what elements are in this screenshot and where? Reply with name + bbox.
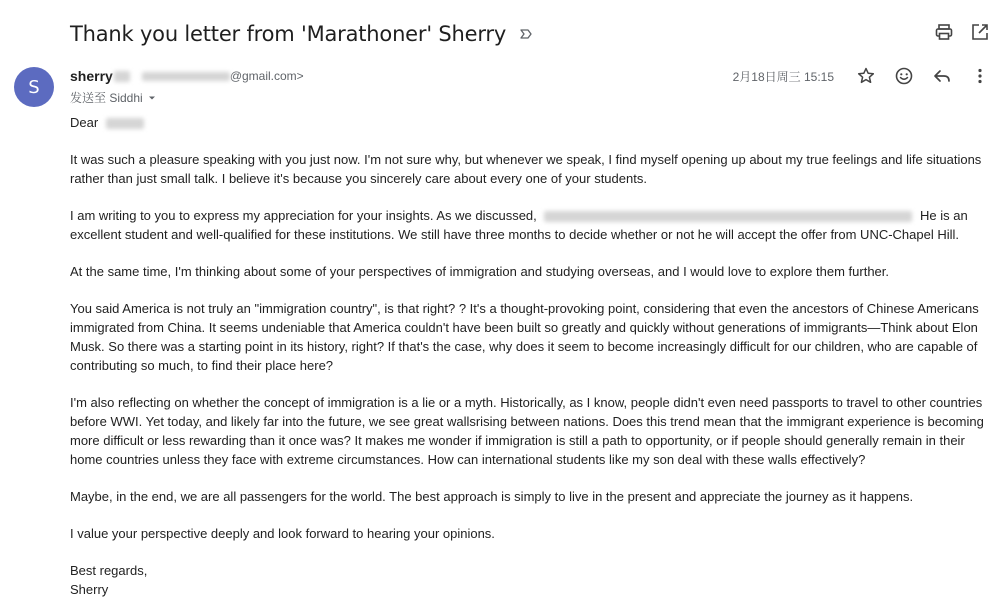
email-meta-actions (733, 66, 990, 86)
top-actions (934, 22, 990, 42)
paragraph-3: At the same time, I'm thinking about some of your perspectives of immigration and studying overseas, and I would love to explore them further. (70, 264, 890, 279)
paragraph-1: It was such a pleasure speaking with you just now. I'm not sure why, but whenever we speak, I find myself opening up about my true feelings and life situations rather than just small talk. I believe it's because you sincerely care about every one of your students. (70, 152, 982, 186)
paragraph-2-start: I am writing to you to express my appreciation for your insights. As we discussed, (70, 208, 537, 223)
recipient-label: 发送至 Siddhi (70, 91, 143, 105)
important-label-icon[interactable] (518, 26, 534, 42)
open-in-new-window-icon[interactable] (970, 22, 990, 42)
reply-icon[interactable] (932, 66, 952, 86)
paragraph-2-end: He is an excellent student and well-qualified for these institutions. We still have three months to decide whether or not he will accept the offer from UNC-Chapel Hill. (70, 208, 968, 242)
print-icon[interactable] (934, 22, 954, 42)
email-subject-row (70, 18, 1000, 50)
star-icon[interactable] (856, 66, 876, 86)
redacted-recipient-name (106, 118, 144, 129)
sender-email: @gmail.com> (229, 69, 304, 83)
chevron-down-icon[interactable] (147, 93, 157, 103)
paragraph-7: I value your perspective deeply and look forward to hearing your opinions. (70, 526, 495, 541)
email-subject: Thank you letter from 'Marathoner' Sherry (70, 22, 507, 46)
email-timestamp: 2月18日周三 15:15 (732, 69, 834, 84)
sender-name[interactable]: sherry (70, 68, 113, 84)
paragraph-4: You said America is not truly an "immigration country", is that right? ? It's a thought-provoking point, considering that even the ancestors of Chinese Americans immigrated from China. It seems undeniable that America couldn't have been built so greatly and quickly without generations of immigrants—Think about Elon Musk. So there was a starting point in its history, right? If that's the case, why does it seem to become increasingly difficult for our children, who are capable of contributing so much, to find their place here? (70, 301, 979, 373)
avatar-letter: S (28, 76, 40, 98)
redacted-text (544, 211, 912, 222)
greeting-line (70, 113, 985, 132)
greeting: Dear (70, 115, 99, 130)
paragraph-2 (70, 206, 985, 244)
more-vert-icon[interactable] (970, 66, 990, 86)
email-body (70, 113, 985, 599)
closing: Best regards, (70, 563, 148, 578)
emoji-reaction-icon[interactable] (894, 66, 914, 86)
signature: Sherry (70, 582, 109, 597)
paragraph-6: Maybe, in the end, we are all passengers for the world. The best approach is simply to live in the present and appreciate the journey as it happens. (70, 489, 914, 504)
sender-avatar[interactable] (14, 67, 54, 107)
redacted-sender-name (114, 71, 130, 82)
redacted-sender-email (142, 72, 230, 81)
paragraph-5: I'm also reflecting on whether the concept of immigration is a lie or a myth. Historically, as I know, people didn't even need passports to travel to other countries before WWI. Yet today, and likely far into the future, we see great wallsrising between nations. Does this trend mean that the immigrant experience is becoming more difficult or less rewarding than it once was? It makes me wonder if immigration is still a path to opportunity, or if people should generally remain in their home countries unless they face with extreme circumstances. How can international students like my son deal with these walls effectively? (70, 395, 984, 467)
sender-line (70, 68, 304, 84)
recipient-line[interactable] (70, 89, 157, 106)
